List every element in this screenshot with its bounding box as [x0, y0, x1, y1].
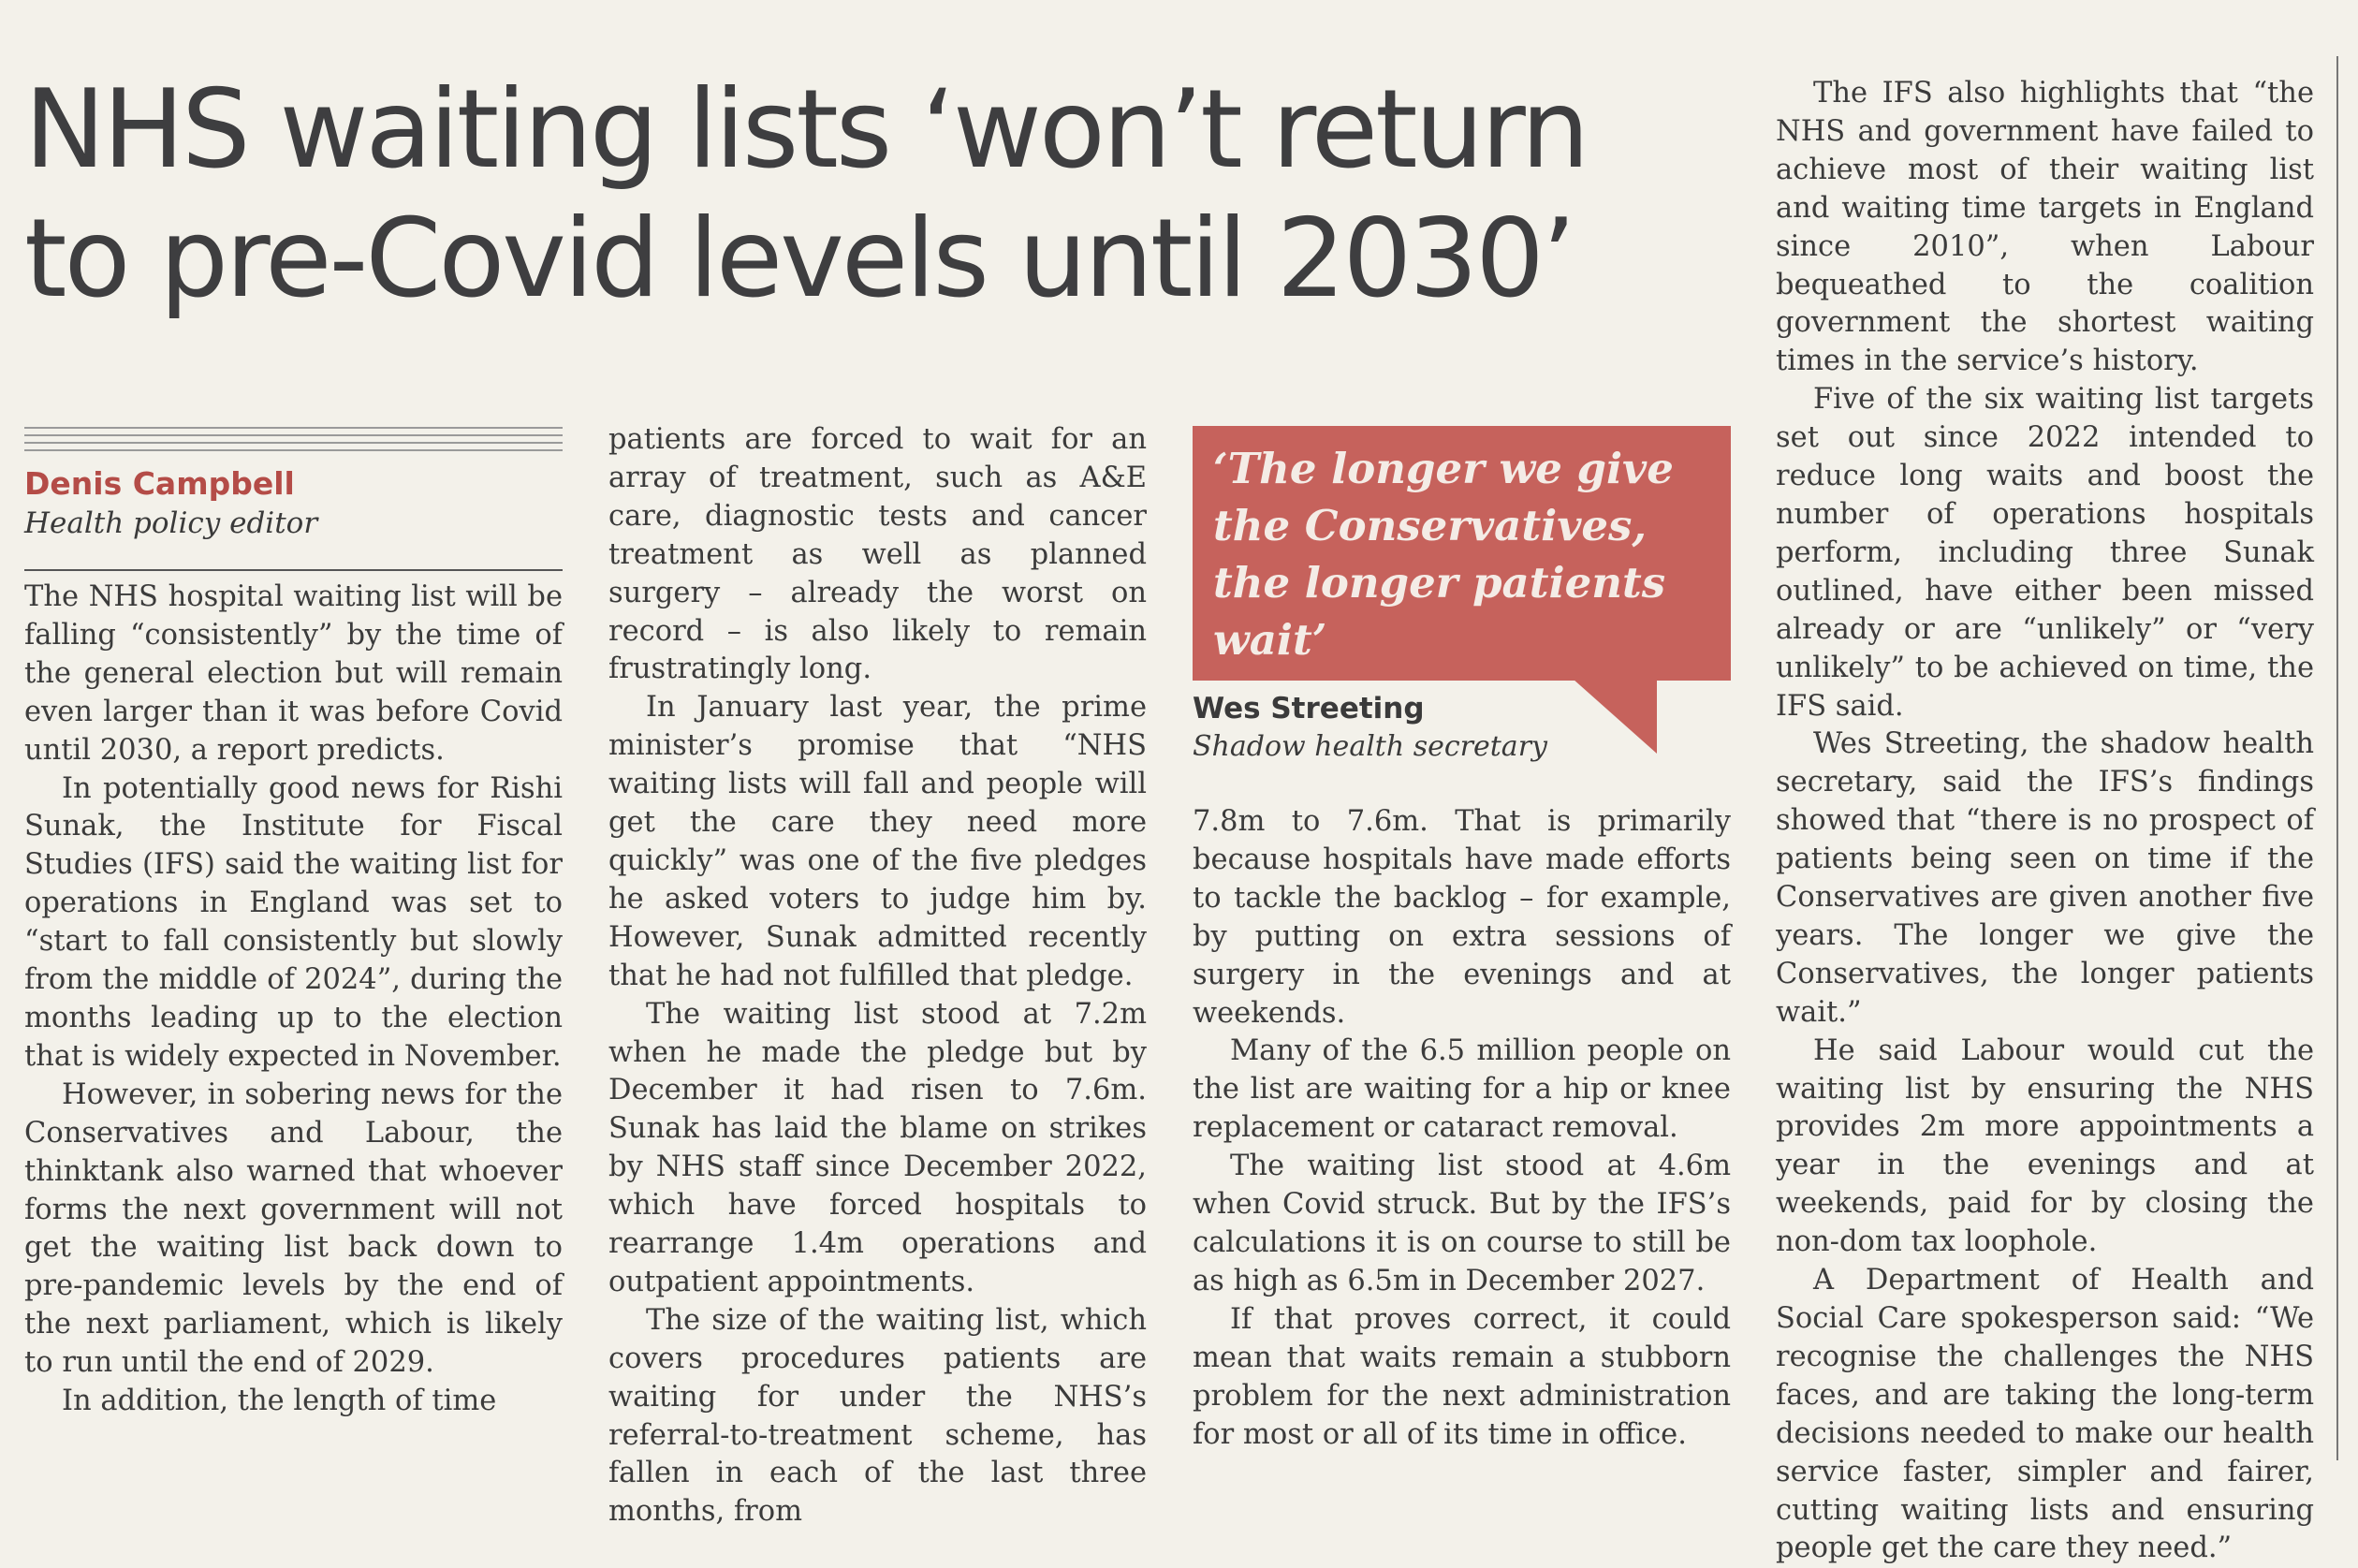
pull-quote-name: Wes Streeting	[1193, 692, 1425, 725]
paragraph: In potentially good news for Rishi Sunak, the Institute for Fiscal Studies (IFS) said the waiting list for operations in England was set to “start to fall consistently but slowly from the middle of 2024”, during the months leading up to the election that is widely expected in November.	[24, 771, 563, 1073]
article-column-1	[24, 579, 563, 1421]
byline-divider	[24, 569, 563, 571]
byline	[24, 464, 563, 543]
speech-bubble-tail	[1573, 679, 1657, 754]
headline-line-2: to pre-Covid levels until 2030’	[24, 196, 1574, 322]
author-role: Health policy editor	[24, 506, 318, 540]
paragraph: Many of the 6.5 million people on the list are waiting for a hip or knee replacement or cataract removal.	[1193, 1034, 1731, 1145]
paragraph: The size of the waiting list, which covers procedures patients are waiting for under the NHS’s referral-to-treatment scheme, has fallen in each of the last three months, from	[608, 1303, 1147, 1529]
headline	[24, 66, 1709, 324]
pull-quote-role: Shadow health secretary	[1193, 730, 1547, 763]
paragraph: The waiting list stood at 7.2m when he made the pledge but by December it had risen to 7.6m. Sunak has laid the blame on strikes by NHS staff since December 2022, which have forced hospitals to rearrange 1.4m operations and outpatient appointments.	[608, 997, 1147, 1298]
paragraph: A Department of Health and Social Care spokesperson said: “We recognise the challenges the NHS faces, and are taking the long-term decisions needed to make our health service faster, simpler and fairer, cutting waiting lists and ensuring people get the care they need.”	[1776, 1264, 2314, 1565]
headline-line-1: NHS waiting lists ‘won’t return	[24, 66, 1588, 193]
paragraph: Five of the six waiting list targets set out since 2022 intended to reduce long waits and boost the number of operations hospitals perform, including three Sunak outlined, have either been missed already or are “unlikely” or “very unlikely” to be achieved on time, the IFS said.	[1776, 383, 2314, 723]
byline-rules	[24, 427, 563, 457]
paragraph: 7.8m to 7.6m. That is primarily because hospitals have made efforts to tackle the backlog – for example, by putting on extra sessions of surgery in the evenings and at weekends.	[1193, 805, 1731, 1030]
paragraph: The waiting list stood at 4.6m when Covid struck. But by the IFS’s calculations it is on course to still be as high as 6.5m in December 2027.	[1193, 1150, 1731, 1297]
article-column-2	[608, 421, 1147, 1531]
article-column-3	[1193, 803, 1731, 1454]
paragraph: The NHS hospital waiting list will be falling “consistently” by the time of the general election but will remain even larger than it was before Covid until 2030, a report predicts.	[24, 580, 563, 767]
paragraph: In January last year, the prime minister’s promise that “NHS waiting lists will fall and people will get the care they need more quickly” was one of the five pledges he asked voters to judge him by. However, Sunak admitted recently that he had not fulfilled that pledge.	[608, 691, 1147, 992]
paragraph: In addition, the length of time	[62, 1385, 497, 1418]
paragraph: patients are forced to wait for an array of treatment, such as A&E care, diagnostic tests and cancer treatment as well as planned surgery – already the worst on record – is also likely to remain frustratingly long.	[608, 423, 1147, 686]
paragraph: He said Labour would cut the waiting list by ensuring the NHS provides 2m more appointments a year in the evenings and at weekends, paid for by closing the non-dom tax loophole.	[1776, 1033, 2314, 1259]
paragraph: Wes Streeting, the shadow health secretary, said the IFS’s findings showed that “there is no prospect of patients being seen on time if the Conservatives are given another five years. The longer we give the Conservatives, the longer patients wait.”	[1776, 727, 2314, 1029]
article-column-4	[1776, 75, 2314, 1568]
page-edge-line	[2336, 56, 2338, 1460]
author-name: Denis Campbell	[24, 465, 295, 502]
paragraph: The IFS also highlights that “the NHS and government have failed to achieve most of their waiting list and waiting time targets in England since 2010”, when Labour bequeathed to the coalition government the shortest waiting times in the service’s history.	[1776, 77, 2314, 378]
paragraph: However, in sobering news for the Conservatives and Labour, the thinktank also warned that whoever forms the next government will not get the waiting list back down to pre-pandemic levels by the end of the next parliament, which is likely to run until the end of 2029.	[24, 1077, 563, 1380]
paragraph: If that proves correct, it could mean that waits remain a stubborn problem for the next administration for most or all of its time in office.	[1193, 1302, 1731, 1451]
pull-quote-text: ‘The longer we give the Conservatives, the longer patients wait’	[1213, 444, 1674, 665]
